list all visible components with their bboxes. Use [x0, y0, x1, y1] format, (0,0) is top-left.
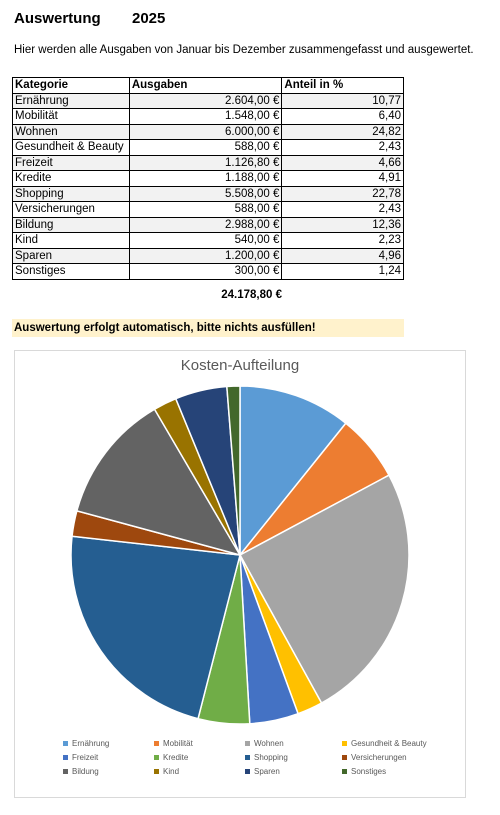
legend-item[interactable] [342, 767, 452, 776]
cell-kategorie[interactable]: Kredite [13, 171, 130, 187]
cell-anteil[interactable]: 22,78 [282, 186, 404, 202]
legend-item[interactable] [63, 753, 154, 762]
table-row [13, 124, 404, 140]
legend-swatch [342, 769, 347, 774]
intro-text: Hier werden alle Ausgaben von Januar bis Dezember zusammengefasst und ausgewertet. [14, 44, 474, 56]
column-header-anteil[interactable]: Anteil in % [282, 78, 404, 94]
legend-label: Bildung [72, 767, 99, 776]
cell-anteil[interactable]: 2,23 [282, 233, 404, 249]
legend-label: Kredite [163, 753, 189, 762]
column-header-kategorie[interactable]: Kategorie [13, 78, 130, 94]
table-row [13, 202, 404, 218]
column-header-ausgaben[interactable]: Ausgaben [129, 78, 282, 94]
legend-label: Shopping [254, 753, 288, 762]
cell-ausgaben[interactable]: 540,00 € [129, 233, 282, 249]
legend-label: Mobilität [163, 739, 193, 748]
legend-label: Wohnen [254, 739, 284, 748]
legend-swatch [63, 741, 68, 746]
cell-ausgaben[interactable]: 1.200,00 € [129, 248, 282, 264]
chart-title: Kosten-Aufteilung [180, 357, 300, 374]
cell-ausgaben[interactable]: 2.604,00 € [129, 93, 282, 109]
legend-swatch [63, 769, 68, 774]
cell-kategorie[interactable]: Sonstiges [13, 264, 130, 280]
legend-label: Sonstiges [351, 767, 387, 776]
legend-label: Versicherungen [351, 753, 407, 762]
cell-ausgaben[interactable]: 5.508,00 € [129, 186, 282, 202]
legend-label: Gesundheit & Beauty [351, 739, 427, 748]
legend-item[interactable] [154, 739, 245, 748]
cell-kategorie[interactable]: Kind [13, 233, 130, 249]
expenses-table [12, 77, 404, 280]
chart-legend [63, 739, 463, 776]
legend-swatch [154, 755, 159, 760]
legend-swatch [245, 741, 250, 746]
pie-chart-container[interactable] [14, 350, 466, 798]
table-row [13, 93, 404, 109]
legend-swatch [342, 755, 347, 760]
cell-kategorie[interactable]: Gesundheit & Beauty [13, 140, 130, 156]
cell-anteil[interactable]: 4,66 [282, 155, 404, 171]
cell-ausgaben[interactable]: 1.548,00 € [129, 109, 282, 125]
legend-item[interactable] [63, 739, 154, 748]
legend-swatch [245, 769, 250, 774]
cell-anteil[interactable]: 4,91 [282, 171, 404, 187]
cell-anteil[interactable]: 4,96 [282, 248, 404, 264]
cell-ausgaben[interactable]: 588,00 € [129, 202, 282, 218]
cell-anteil[interactable]: 12,36 [282, 217, 404, 233]
legend-label: Ernährung [72, 739, 110, 748]
legend-item[interactable] [245, 767, 342, 776]
cell-ausgaben[interactable]: 300,00 € [129, 264, 282, 280]
cell-kategorie[interactable]: Wohnen [13, 124, 130, 140]
table-row [13, 155, 404, 171]
cell-kategorie[interactable]: Sparen [13, 248, 130, 264]
legend-item[interactable] [245, 753, 342, 762]
legend-item[interactable] [154, 767, 245, 776]
page-year: 2025 [132, 10, 166, 27]
cell-kategorie[interactable]: Versicherungen [13, 202, 130, 218]
legend-swatch [63, 755, 68, 760]
table-row [13, 140, 404, 156]
legend-item[interactable] [342, 753, 452, 762]
legend-item[interactable] [63, 767, 154, 776]
page-title-row [14, 10, 166, 27]
cell-ausgaben[interactable]: 2.988,00 € [129, 217, 282, 233]
cell-anteil[interactable]: 2,43 [282, 202, 404, 218]
legend-item[interactable] [154, 753, 245, 762]
cell-kategorie[interactable]: Bildung [13, 217, 130, 233]
cell-ausgaben[interactable]: 1.188,00 € [129, 171, 282, 187]
pie-chart [15, 351, 465, 797]
cell-ausgaben[interactable]: 6.000,00 € [129, 124, 282, 140]
legend-swatch [245, 755, 250, 760]
cell-anteil[interactable]: 6,40 [282, 109, 404, 125]
cell-kategorie[interactable]: Freizeit [13, 155, 130, 171]
legend-label: Kind [163, 767, 180, 776]
legend-label: Sparen [254, 767, 280, 776]
page-title: Auswertung [14, 10, 101, 27]
table-row [13, 109, 404, 125]
cell-ausgaben[interactable]: 588,00 € [129, 140, 282, 156]
cell-ausgaben[interactable]: 1.126,80 € [129, 155, 282, 171]
legend-swatch [342, 741, 347, 746]
table-row [13, 248, 404, 264]
cell-kategorie[interactable]: Ernährung [13, 93, 130, 109]
legend-swatch [154, 741, 159, 746]
table-row [13, 233, 404, 249]
table-row [13, 171, 404, 187]
auto-evaluation-notice: Auswertung erfolgt automatisch, bitte nichts ausfüllen! [12, 319, 404, 337]
cell-kategorie[interactable]: Mobilität [13, 109, 130, 125]
table-row [13, 217, 404, 233]
cell-kategorie[interactable]: Shopping [13, 186, 130, 202]
total-sum[interactable]: 24.178,80 € [221, 289, 282, 301]
table-row [13, 264, 404, 280]
legend-label: Freizeit [72, 753, 99, 762]
table-row [13, 186, 404, 202]
cell-anteil[interactable]: 24,82 [282, 124, 404, 140]
legend-item[interactable] [245, 739, 342, 748]
cell-anteil[interactable]: 2,43 [282, 140, 404, 156]
cell-anteil[interactable]: 1,24 [282, 264, 404, 280]
cell-anteil[interactable]: 10,77 [282, 93, 404, 109]
legend-item[interactable] [342, 739, 452, 748]
legend-swatch [154, 769, 159, 774]
table-body [13, 93, 404, 279]
table-header-row [13, 78, 404, 94]
